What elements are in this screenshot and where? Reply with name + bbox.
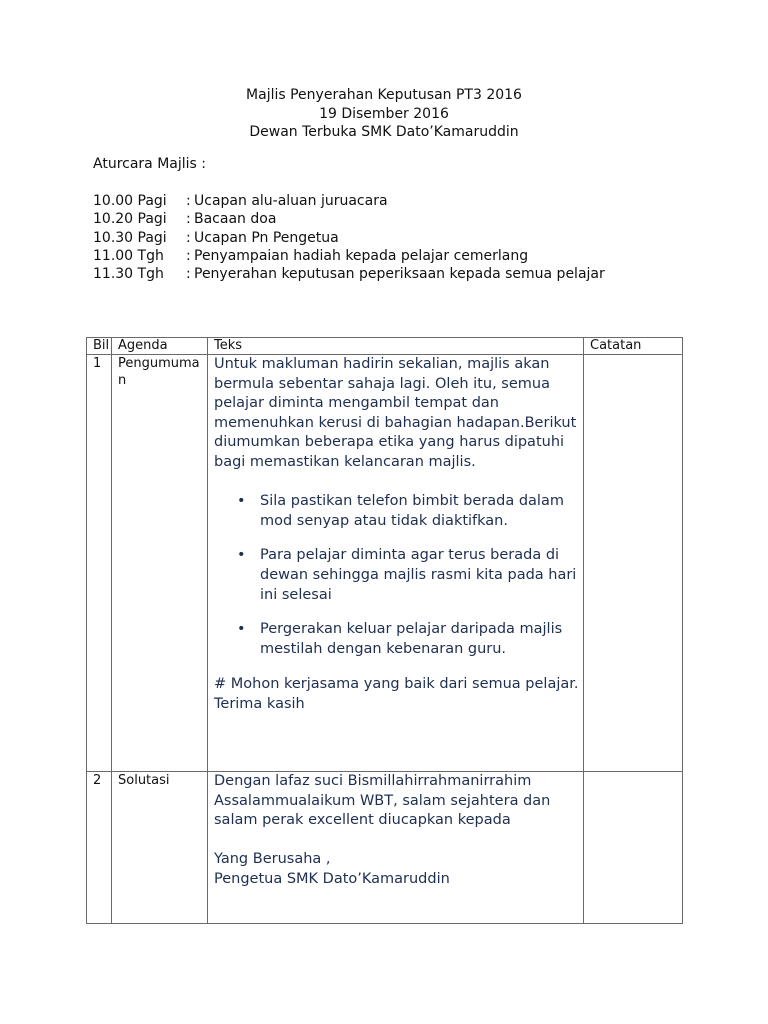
bullet-dot-icon: • [237,621,246,638]
cell-teks [208,772,584,924]
agenda-table [86,337,683,924]
schedule-time: 10.20 Pagi [93,211,167,228]
schedule-item [93,247,605,265]
cell-teks [208,355,584,772]
schedule-separator: : [186,247,191,264]
program-heading: Aturcara Majlis : [93,156,206,172]
list-item [214,492,583,531]
cell-catatan [584,772,683,924]
announcement-intro: Untuk makluman hadirin sekalian, majlis akan bermula sebentar sahaja lagi. Oleh itu, semua pelajar diminta mengambil tempat dan memenuhkan kerusi di bahagian hadapan.Berikut diumumkan beberapa etika yang harus dipatuhi bagi memastikan kelancaran majlis. [214,356,577,470]
announcement-closing: # Mohon kerjasama yang baik dari semua pelajar. Terima kasih [214,676,579,712]
document-date: 19 Disember 2016 [319,105,449,122]
schedule-item [93,210,605,228]
schedule-separator: : [186,193,191,209]
list-item-text: Para pelajar diminta agar terus berada di dewan sehingga majlis rasmi kita pada hari ini selesai [260,547,577,603]
schedule-item [93,192,605,210]
schedule-separator: : [186,266,191,283]
list-item [214,620,583,659]
salutation-text: Dengan lafaz suci Bismillahirrahmanirrahim Assalammualaikum WBT, salam sejahtera dan salam perak excellent diucapkan kepada [214,773,551,829]
signoff-text: Yang Berusaha , [214,851,331,868]
schedule-time: 11.30 Tgh [93,266,164,283]
schedule-time: 10.00 Pagi [93,193,167,209]
column-header-teks: Teks [208,338,584,355]
signer-text: Pengetua SMK Dato’Kamaruddin [214,870,450,887]
cell-agenda: Solutasi [112,772,208,924]
schedule-time: 10.30 Pagi [93,229,167,246]
cell-bil: 2 [87,772,112,924]
program-schedule [93,192,605,283]
table-row [87,355,683,772]
schedule-activity: Penyerahan keputusan peperiksaan kepada semua pelajar [194,266,605,283]
document-header [0,86,768,142]
document-title: Majlis Penyerahan Keputusan PT3 2016 [246,87,522,103]
schedule-item [93,229,605,247]
schedule-activity: Bacaan doa [194,211,277,228]
schedule-activity: Ucapan Pn Pengetua [194,229,339,246]
schedule-activity: Penyampaian hadiah kepada pelajar cemerlang [194,247,529,264]
schedule-time: 11.00 Tgh [93,247,164,264]
document-venue: Dewan Terbuka SMK Dato’Kamaruddin [249,124,519,140]
column-header-agenda: Agenda [112,338,208,355]
schedule-activity: Ucapan alu-aluan juruacara [194,193,388,209]
schedule-separator: : [186,229,191,246]
bullet-dot-icon: • [237,493,246,510]
bullet-dot-icon: • [237,547,246,564]
cell-agenda: Pengumuman [112,355,208,772]
column-header-bil: Bil [87,338,112,355]
column-header-catatan: Catatan [584,338,683,355]
table-header-row [87,338,683,355]
table-row [87,772,683,924]
schedule-separator: : [186,211,191,228]
cell-bil: 1 [87,355,112,772]
cell-catatan [584,355,683,772]
list-item [214,546,583,605]
list-item-text: Pergerakan keluar pelajar daripada majlis mestilah dengan kebenaran guru. [260,621,563,657]
list-item-text: Sila pastikan telefon bimbit berada dalam mod senyap atau tidak diaktifkan. [260,493,564,529]
schedule-item [93,265,605,283]
etiquette-list [214,492,583,659]
